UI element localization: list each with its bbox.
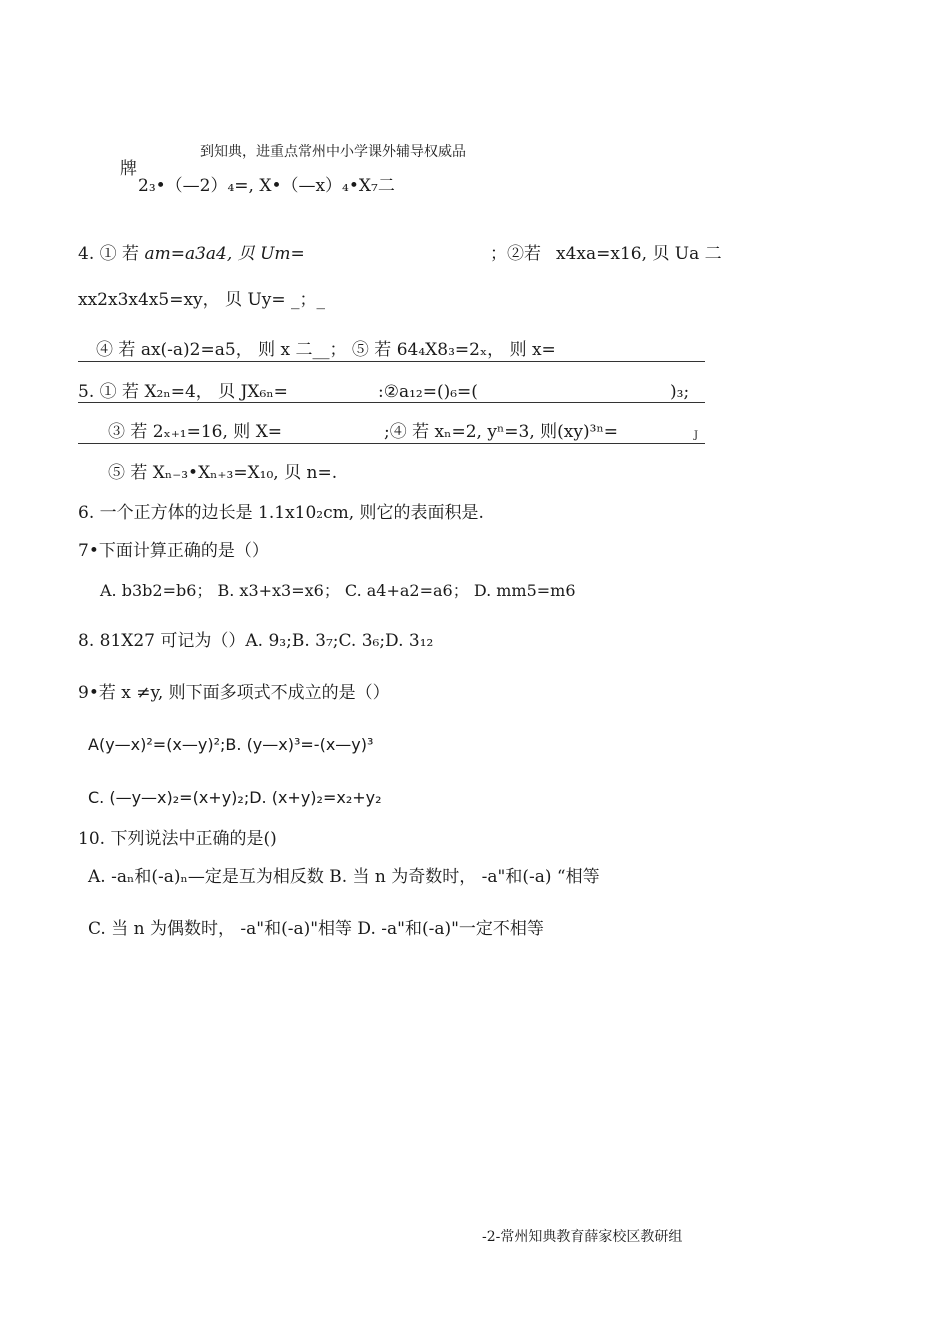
part-label: ① 若 xyxy=(99,244,140,264)
part-expression: xx2x3x4x5=xy， 贝 Uy= xyxy=(78,290,286,310)
part-label: ；②若 xyxy=(490,244,541,264)
question-9-options-cd: C. (—y—x)₂=(x+y)₂;D. (x+y)₂=x₂+y₂ xyxy=(88,788,382,807)
question-10-options-ab: A. -aₙ和(-a)ₙ—定是互为相反数 B. 当 n 为奇数时， -a"和(-a) “相等 xyxy=(88,867,600,887)
answer-blank: _；_ xyxy=(291,290,326,310)
part-expression: )₃; xyxy=(670,382,690,402)
part-expression: ① 若 X₂ₙ=4， 贝 JX₆ₙ= xyxy=(99,382,288,402)
question-4-line-1 xyxy=(78,243,722,265)
part-expression: ax(-a)2=a5， 则 x 二__； xyxy=(140,340,347,360)
question-9: 9•若 x ≠y, 则下面多项式不成立的是（） xyxy=(78,683,390,703)
part-expression: 64₄X8₃=2ₓ， 则 x= xyxy=(396,340,556,360)
question-5-line-3: ⑤ 若 Xₙ₋₃•Xₙ₊₃=X₁₀, 贝 n=. xyxy=(108,463,338,483)
question-8: 8. 81X27 可记为（）A. 9₃;B. 3₇;C. 3₆;D. 3₁₂ xyxy=(78,631,434,651)
q3-tail-expression: 2₃•（—2）₄=, X•（—x）₄•X₇二 xyxy=(138,176,395,196)
question-number: 5. xyxy=(78,382,95,402)
part-label: ④ 若 xyxy=(96,340,136,360)
header-slogan-tail: 牌 xyxy=(120,159,137,179)
header-slogan: 到知典，进重点常州中小学课外辅导权威品 xyxy=(200,144,466,160)
divider-line xyxy=(78,361,705,362)
question-4-line-2 xyxy=(78,289,325,311)
question-10-options-cd: C. 当 n 为偶数时， -a"和(-a)"相等 D. -a"和(-a)"一定不相等 xyxy=(88,919,544,939)
question-7: 7•下面计算正确的是（） xyxy=(78,541,269,561)
question-10: 10. 下列说法中正确的是() xyxy=(78,829,277,849)
question-7-options: A. b3b2=b6； B. x3+x3=x6； C. a4+a2=a6； D. mm5=m6 xyxy=(100,581,576,600)
part-expression: x4xa=x16, 贝 Ua 二 xyxy=(556,244,722,264)
part-expression: :②a₁₂=()₆=( xyxy=(378,382,478,402)
question-number: 4. xyxy=(78,244,95,264)
divider-line xyxy=(78,402,705,403)
question-5-line-2 xyxy=(108,421,698,443)
footer-text: -2-常州知典教育薛家校区教研组 xyxy=(482,1229,683,1245)
part-expression: J xyxy=(694,430,699,441)
part-label: ⑤ 若 xyxy=(351,340,392,360)
question-5-line-1 xyxy=(78,381,698,403)
part-expression: ;④ 若 xₙ=2, yⁿ=3, 则(xy)³ⁿ= xyxy=(384,422,619,442)
question-4-line-3 xyxy=(96,339,556,361)
part-expression: am=a3a4, 贝 Um= xyxy=(144,244,305,264)
question-6: 6. 一个正方体的边长是 1.1x10₂cm, 则它的表面积是. xyxy=(78,503,484,523)
question-9-options-ab: A(y—x)²=(x—y)²;B. (y—x)³=-(x—y)³ xyxy=(88,735,374,754)
part-expression: ③ 若 2ₓ₊₁=16, 则 X= xyxy=(108,422,283,442)
divider-line xyxy=(78,443,705,444)
